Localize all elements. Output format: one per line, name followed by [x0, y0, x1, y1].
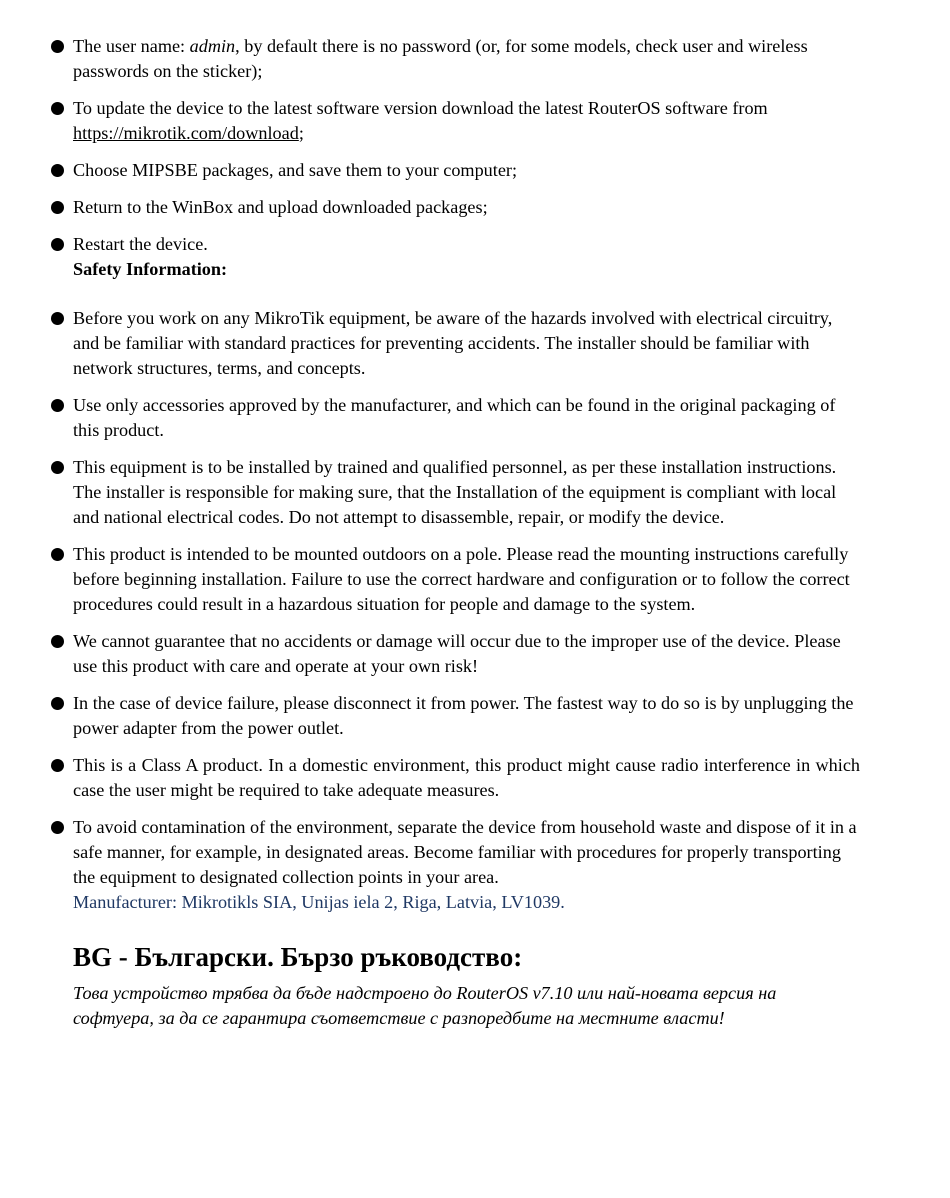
item-text: We cannot guarantee that no accidents or damage will occur due to the improper use of the device. Please use this product with care and operate at your own risk!	[73, 631, 841, 676]
item-text: Before you work on any MikroTik equipment, be aware of the hazards involved with electrical circuitry, and be familiar with standard practices for preventing accidents. The installer should be familiar with network structures, terms, and concepts.	[73, 308, 833, 378]
bullet-icon	[51, 201, 64, 214]
bg-section-intro: Това устройство трябва да бъде надстроено до RouterOS v7.10 или най-новата версия на софтуера, за да се гарантира съответствие с разпоредбите на местните власти!	[73, 983, 777, 1028]
bullet-icon	[51, 238, 64, 251]
item-text: Use only accessories approved by the manufacturer, and which can be found in the original packaging of this product.	[73, 395, 836, 440]
bullet-icon	[51, 697, 64, 710]
bullet-icon	[51, 461, 64, 474]
list-item	[0, 232, 860, 257]
list-item	[0, 815, 860, 890]
item-text: To update the device to the latest software version download the latest RouterOS software from https://mikrotik.com/download;	[73, 98, 768, 143]
bullet-icon	[51, 312, 64, 325]
list-item	[0, 195, 860, 220]
item-text: This equipment is to be installed by trained and qualified personnel, as per these installation instructions. The installer is responsible for making sure, that the Installation of the equipment is compliant with local and national electrical codes. Do not attempt to disassemble, repair, or modify the device.	[73, 457, 837, 527]
list-item	[0, 393, 860, 443]
list-item	[0, 158, 860, 183]
item-text: To avoid contamination of the environment, separate the device from household waste and dispose of it in a safe manner, for example, in designated areas. Become familiar with procedures for properly transporting the equipment to designated collection points in your area.	[73, 817, 857, 887]
list-item	[0, 542, 860, 617]
instructions-list	[0, 34, 950, 257]
username-value: admin	[189, 36, 236, 56]
safety-list	[0, 306, 950, 890]
list-item	[0, 306, 860, 381]
bullet-icon	[51, 399, 64, 412]
list-item	[0, 34, 860, 84]
item-text: The user name: admin, by default there is no password (or, for some models, check user and wireless passwords on the sticker);	[73, 36, 808, 81]
manufacturer-info	[0, 890, 950, 915]
bullet-icon	[51, 164, 64, 177]
bg-section-heading: BG - Български. Бързо ръководство:	[73, 942, 523, 972]
item-text: This is a Class A product. In a domestic environment, this product might cause radio interference in which case the user might be required to take adequate measures.	[73, 755, 860, 800]
list-item	[0, 96, 860, 146]
item-text: In the case of device failure, please disconnect it from power. The fastest way to do so is by unplugging the power adapter from the power outlet.	[73, 693, 854, 738]
safety-heading: Safety Information:	[73, 259, 228, 279]
download-link[interactable]: https://mikrotik.com/download	[73, 123, 299, 143]
bullet-icon	[51, 759, 64, 772]
list-item	[0, 691, 860, 741]
list-item	[0, 629, 860, 679]
item-text: This product is intended to be mounted outdoors on a pole. Please read the mounting instructions carefully before beginning installation. Failure to use the correct hardware and configuration or to follow the correct procedures could result in a hazardous situation for people and damage to the system.	[73, 544, 850, 614]
list-item	[0, 753, 860, 803]
item-text: Return to the WinBox and upload downloaded packages;	[73, 197, 488, 217]
item-text: Choose MIPSBE packages, and save them to your computer;	[73, 160, 517, 180]
item-text: Restart the device.	[73, 234, 208, 254]
bullet-icon	[51, 102, 64, 115]
bullet-icon	[51, 40, 64, 53]
bullet-icon	[51, 821, 64, 834]
bullet-icon	[51, 635, 64, 648]
bullet-icon	[51, 548, 64, 561]
list-item	[0, 455, 860, 530]
manufacturer-text: Manufacturer: Mikrotikls SIA, Unijas iela 2, Riga, Latvia, LV1039.	[73, 892, 565, 912]
